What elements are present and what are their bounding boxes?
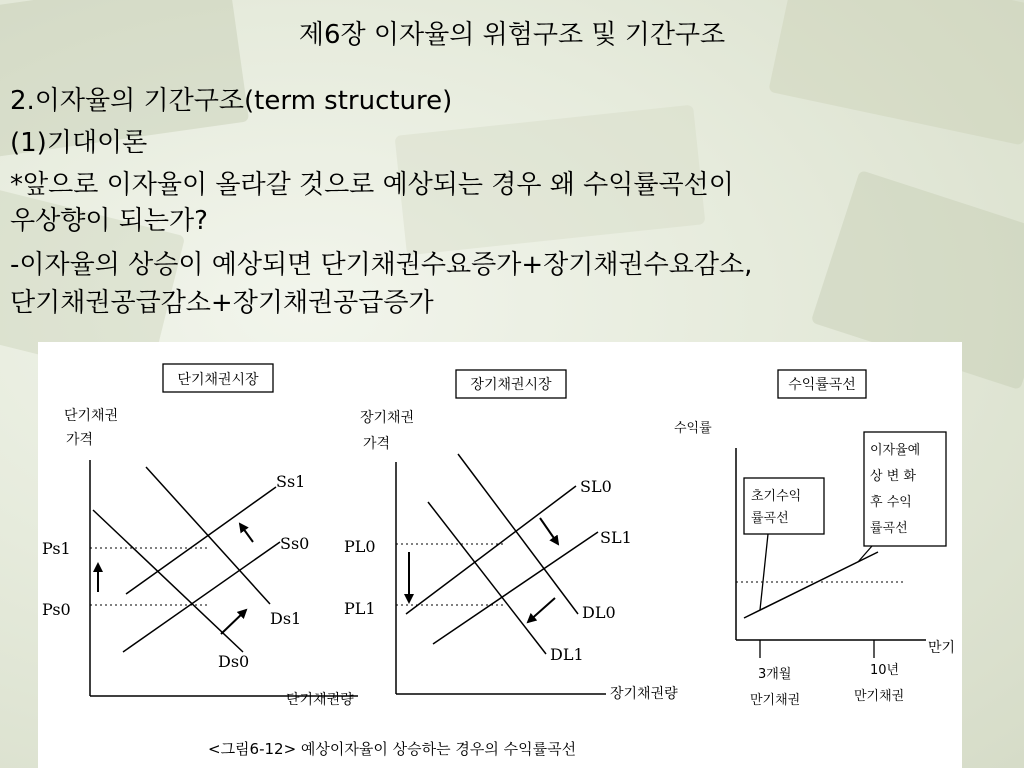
- ds0-label: Ds0: [218, 652, 250, 671]
- demand-shift-arrow: [528, 598, 555, 622]
- ps1-label: Ps1: [42, 539, 71, 558]
- ss1-line: [126, 487, 276, 594]
- sl1-label: SL1: [600, 528, 632, 547]
- long-term-bond-market-panel: [344, 370, 678, 702]
- sl0-line: [406, 486, 576, 614]
- tick-3-month-sublabel: 만기채권: [750, 693, 801, 708]
- panel3-x-label: 만기: [928, 640, 956, 656]
- panel2-x-label: 장기채권량: [610, 686, 678, 702]
- pl1-label: PL1: [344, 599, 376, 618]
- sl0-label: SL0: [580, 477, 612, 496]
- panel2-title: 장기채권시장: [470, 377, 552, 393]
- ds1-label: Ds1: [270, 609, 302, 628]
- sl1-line: [433, 532, 598, 644]
- body-line-4: 우상향이 되는가?: [10, 206, 208, 236]
- ss0-line: [123, 542, 280, 652]
- panel1-y-label-1: 단기채권: [64, 408, 119, 424]
- body-line-3: *앞으로 이자율이 올라갈 것으로 예상되는 경우 왜 수익률곡선이: [10, 170, 734, 200]
- tick-10-year-label: 10년: [870, 663, 900, 678]
- body-line-1: 2.이자율의 기간구조(term structure): [10, 86, 453, 116]
- dl1-label: DL1: [550, 645, 584, 664]
- yield-curve-figure: [38, 342, 962, 768]
- yield-curve-panel: [674, 370, 955, 708]
- dl0-line: [458, 454, 578, 614]
- panel2-y-label-2: 가격: [363, 436, 391, 452]
- body-line-6: 단기채권공급감소+장기채권공급증가: [10, 288, 434, 318]
- panel1-x-label: 단기채권량: [286, 692, 354, 708]
- initial-curve-pointer: [760, 534, 768, 610]
- pl0-label: PL0: [344, 537, 376, 556]
- figure-caption: <그림6-12> 예상이자율이 상승하는 경우의 수익률곡선: [208, 740, 577, 758]
- ps0-label: Ps0: [42, 600, 71, 619]
- panel3-title: 수익률곡선: [788, 377, 856, 393]
- after-change-label-line-1: 이자율예: [870, 443, 921, 458]
- ss0-label: Ss0: [280, 534, 310, 553]
- after-change-pointer: [858, 546, 872, 562]
- supply-shift-arrow: [540, 518, 558, 544]
- panel1-title: 단기채권시장: [177, 372, 259, 388]
- short-term-bond-market-panel: [42, 364, 358, 708]
- body-line-2: (1)기대이론: [10, 128, 148, 158]
- ds0-line: [93, 510, 243, 652]
- initial-curve-label-line-2: 률곡선: [751, 511, 789, 526]
- panel3-y-label: 수익률: [674, 421, 712, 436]
- demand-shift-arrow: [221, 610, 246, 634]
- supply-shift-arrow: [240, 524, 253, 542]
- after-change-label-line-4: 률곡선: [870, 521, 908, 536]
- after-change-label-line-2: 상 변 화: [870, 469, 916, 484]
- dl1-line: [428, 502, 546, 654]
- dl0-label: DL0: [582, 603, 616, 622]
- after-change-label-line-3: 후 수익: [870, 495, 912, 510]
- body-line-5: -이자율의 상승이 예상되면 단기채권수요증가+장기채권수요감소,: [10, 250, 753, 280]
- tick-3-month-label: 3개월: [758, 667, 792, 682]
- initial-curve-label-line-1: 초기수익: [751, 489, 802, 504]
- ss1-label: Ss1: [276, 472, 306, 491]
- ds1-line: [146, 467, 270, 604]
- figure-diagram: [38, 342, 962, 768]
- tick-10-year-sublabel: 만기채권: [854, 689, 905, 704]
- panel1-y-label-2: 가격: [66, 432, 94, 448]
- panel2-y-label-1: 장기채권: [360, 410, 415, 426]
- slide-title: 제6장 이자율의 위험구조 및 기간구조: [298, 20, 726, 50]
